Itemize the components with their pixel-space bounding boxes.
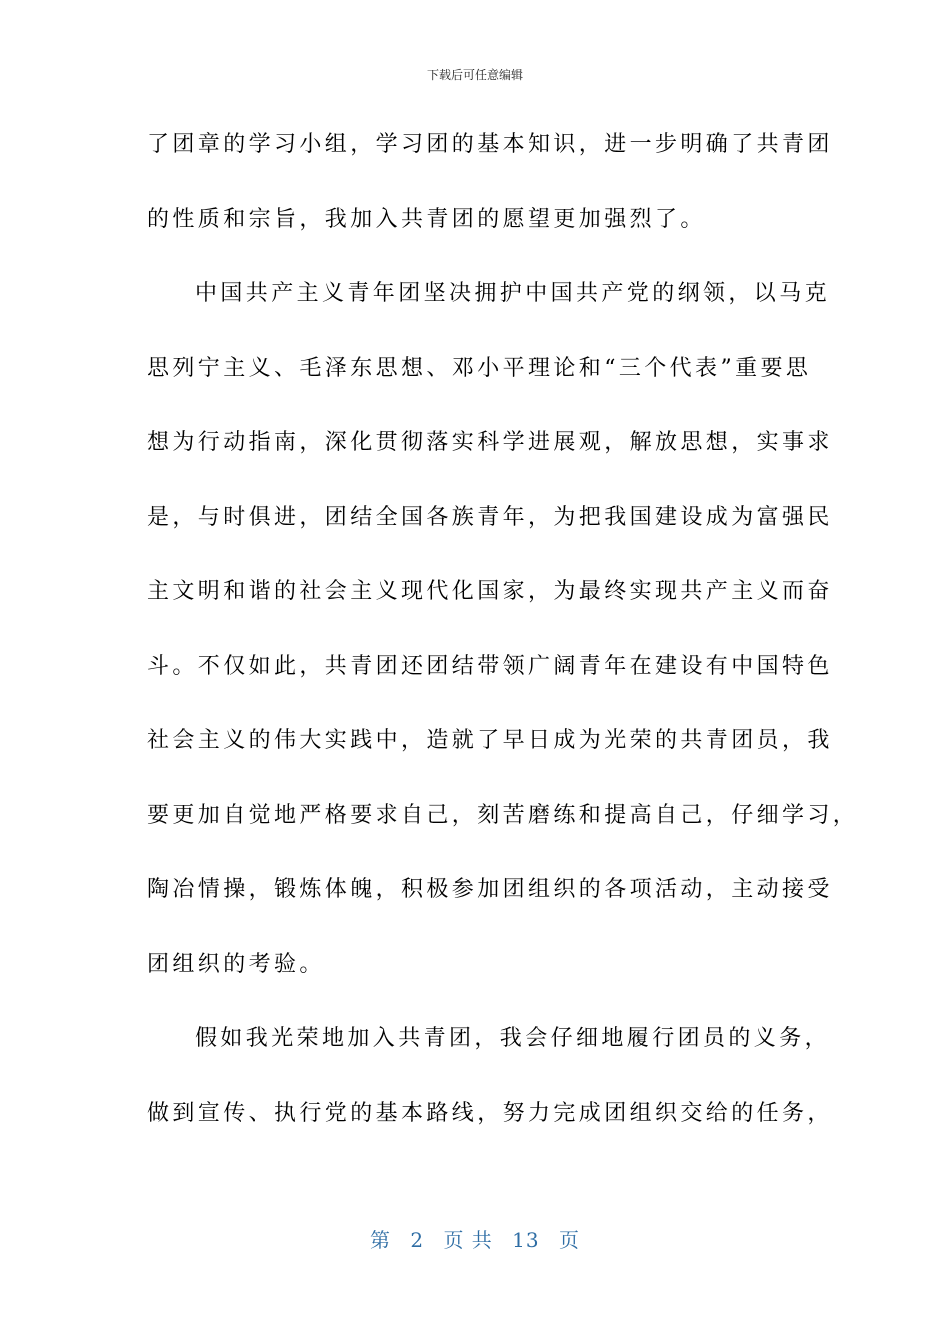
page-suffix: 页 (558, 1228, 580, 1252)
page-middle: 页 共 (443, 1228, 493, 1252)
text-line: 主文明和谐的社会主义现代化国家，为最终实现共产主义而奋 (147, 579, 833, 604)
text-line: 是，与时俱进，团结全国各族青年，为把我国建设成为富强民 (147, 504, 833, 530)
text-line: 想为行动指南，深化贯彻落实科学进展观，解放思想，实事求 (147, 430, 833, 455)
text-line: 社会主义的伟大实践中，造就了早日成为光荣的共青团员，我 (147, 728, 833, 753)
text-line: 中国共产主义青年团坚决拥护中国共产党的纲领，以马克 (195, 281, 831, 306)
text-line: 了团章的学习小组，学习团的基本知识，进一步明确了共青团 (147, 132, 833, 157)
text-line: 斗。不仅如此，共青团还团结带领广阔青年在建设有中国特色 (147, 653, 833, 679)
page-footer (0, 1224, 950, 1253)
text-line: 要更加自觉地严格要求自己，刻苦磨练和提高自己，仔细学习， (147, 802, 859, 828)
total-pages: 13 (512, 1228, 540, 1252)
text-line: 假如我光荣地加入共青团，我会仔细地履行团员的义务， (195, 1026, 831, 1051)
text-line: 的性质和宗旨，我加入共青团的愿望更加强烈了。 (147, 206, 706, 232)
text-line: 思列宁主义、毛泽东思想、邓小平理论和“三个代表”重要思 (147, 355, 812, 381)
page-header: 下载后可任意编辑 (426, 68, 523, 82)
page-prefix: 第 (370, 1228, 391, 1252)
document-body (147, 108, 859, 1151)
page-number: 2 (410, 1228, 425, 1252)
text-line: 陶冶情操，锻炼体魄，积极参加团组织的各项活动，主动接受 (147, 877, 833, 902)
text-line: 团组织的考验。 (147, 951, 325, 977)
text-line: 做到宣传、执行党的基本路线，努力完成团组织交给的任务， (147, 1100, 833, 1126)
